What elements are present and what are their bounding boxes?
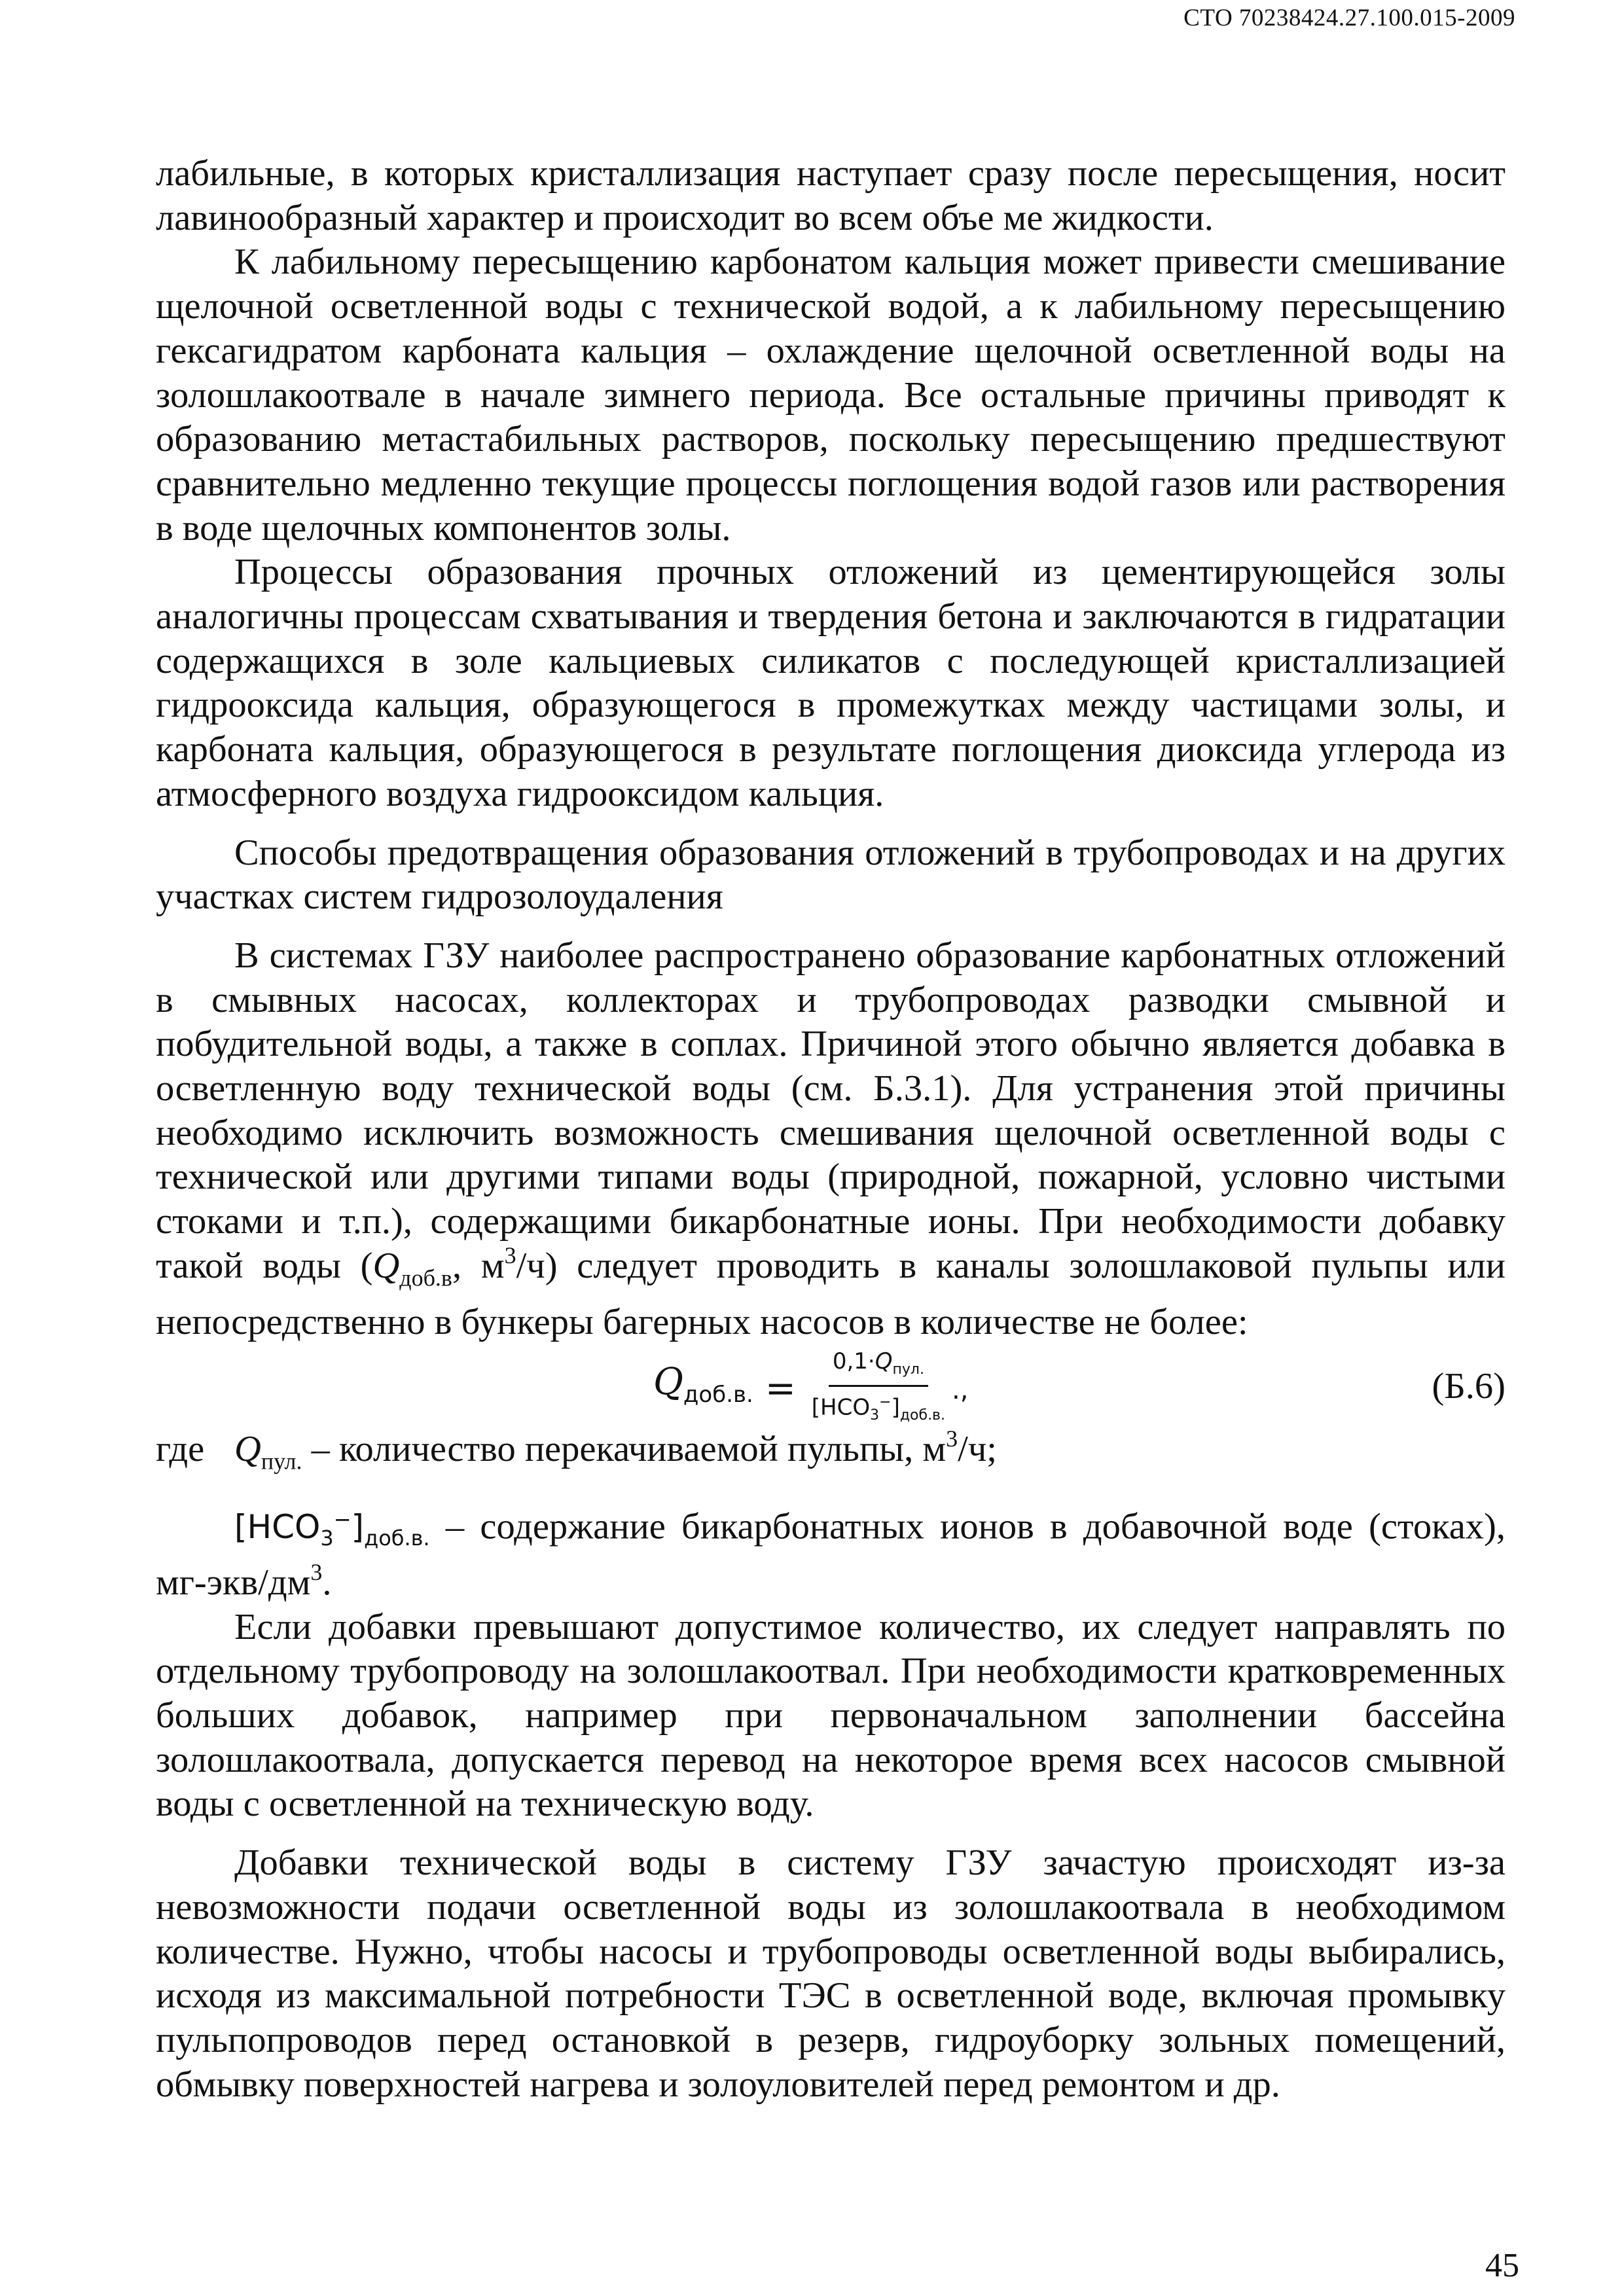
paragraph-3: Процессы образования прочных отложений из цементирующейся золы аналогичны процессам схватывания и твердения бетона и заключаются в гидратации содержащихся в золе кальциевых силикатов с последующей кристаллизацией гидрооксида кальция, образующегося в промежутках между частицами золы, и карбоната кальция, образующегося в результате поглощения диоксида углерода из атмосферного воздуха гидрооксидом кальция. (156, 552, 1506, 814)
body-text (156, 152, 1506, 2107)
def2-superscript: − (333, 1507, 352, 1532)
def2-base: [HCO (234, 1508, 321, 1547)
def1-text: – количество перекачиваемой пульпы, м (302, 1428, 947, 1469)
paragraph-5-part-b: , м (452, 1245, 505, 1286)
paragraph-7: Добавки технической воды в систему ГЗУ зачастую происходят из-за невозможности подачи осветленной воды из золошлакоотвала в необходимом количестве. Нужно, чтобы насосы и трубопроводы осветленной воды выбирались, исходя из максимальной потребности ТЭС в осветленной воде, включая промывку пульпопроводов перед остановкой в резерв, гидроуборку зольных помещений, обмывку поверхностей нагрева и золоуловителей перед ремонтом и др. (156, 1842, 1506, 2105)
def2-symbol (234, 1507, 430, 1551)
formula-numerator (829, 1348, 928, 1388)
unit-superscript: 3 (504, 1242, 516, 1268)
denominator-superscript: − (879, 1394, 892, 1411)
def1-superscript: 3 (946, 1425, 958, 1452)
def2-subscript: 3 (320, 1526, 334, 1551)
paragraph-5 (156, 934, 1506, 1345)
definition-2 (156, 1498, 1506, 1605)
section-heading: Способы предотвращения образования отложений в трубопроводах и на других участках систем гидрозолоудаления (156, 832, 1506, 918)
def1-subscript: пул. (261, 1447, 302, 1474)
paragraph-5-part-a: В системах ГЗУ наиболее распространено образование карбонатных отложений в смывных насосах, коллекторах и трубопроводах разводки смывной и побудительной воды, а также в соплах. Причиной этого обычно является добавка в осветленную воду технической воды (см. Б.3.1). Для устранения этой причины необходимо исключить возможность смешивания щелочной осветленной воды с технической или другими типами воды (природной, пожарной, условно чистыми стоками и т.п.), содержащими бикарбонатные ионы. При необходимости добавку такой воды ( (156, 935, 1506, 1286)
numerator-coefficient: 0,1· (832, 1348, 875, 1374)
denominator-subscript: 3 (870, 1407, 880, 1424)
where-label: где (156, 1428, 205, 1469)
formula-denominator (808, 1387, 949, 1429)
formula-lhs-symbol: Q (653, 1360, 683, 1403)
def2-outer-subscript: доб.в. (364, 1526, 430, 1551)
definition-1 (156, 1427, 1506, 1484)
formula-b6 (653, 1350, 968, 1427)
q-symbol: Q (372, 1245, 400, 1286)
paragraph-5-part-c: /ч) следует проводить в каналы золошлаковой пульпы или непосредственно в бункеры багерных насосов в количестве не более: (156, 1245, 1506, 1342)
paragraph-1: лабильные, в которых кристаллизация наступает сразу после пересыщения, носит лавинообразный характер и происходит во всем объе ме жидкости. (156, 153, 1506, 238)
formula-lhs-subscript: доб.в. (683, 1381, 753, 1408)
formula-fraction (808, 1348, 949, 1429)
paragraph-6: Если добавки превышают допустимое количество, их следует направлять по отдельному трубопроводу на золошлакоотвал. При необходимости кратковременных больших добавок, например при первоначальном заполнении бассейна золошлакоотвала, допускается перевод на некоторое время всех насосов смывной воды с осветленной на техническую воду. (156, 1606, 1506, 1825)
document-code-header: СТО 70238424.27.100.015-2009 (1183, 5, 1515, 31)
def2-unit-superscript: 3 (310, 1558, 323, 1585)
formula-trailing: ., (952, 1374, 969, 1405)
numerator-subscript: пул. (892, 1361, 924, 1378)
def2-text: – содержание бикарбонатных ионов в добавочной воде (стоках), мг-экв/дм (156, 1506, 1506, 1603)
def1-end: /ч; (958, 1428, 997, 1469)
formula-equals: = (765, 1367, 796, 1410)
denominator-outer-subscript: доб.в. (899, 1407, 946, 1424)
def1-symbol: Q (234, 1428, 261, 1469)
denominator-base: [HCO (811, 1394, 871, 1421)
formula-lhs (653, 1360, 753, 1418)
formula-row (156, 1350, 1506, 1427)
def2-close: ] (351, 1508, 365, 1547)
denominator-close: ] (891, 1394, 900, 1421)
equation-number: (Б.6) (1432, 1365, 1506, 1407)
def2-end: . (322, 1562, 332, 1603)
q-subscript: доб.в (399, 1265, 452, 1291)
paragraph-2: К лабильному пересыщению карбонатом кальция может привести смешивание щелочной осветленной воды с технической водой, а к лабильному пересыщению гексагидратом карбоната кальция – охлаждение щелочной осветленной воды на золошлакоотвале в начале зимнего периода. Все остальные причины приводят к образованию метастабильных растворов, поскольку пересыщению предшествуют сравнительно медленно текущие процессы поглощения водой газов или растворения в воде щелочных компонентов золы. (156, 242, 1506, 548)
page-number: 45 (1485, 2247, 1519, 2284)
numerator-symbol: Q (875, 1348, 893, 1374)
